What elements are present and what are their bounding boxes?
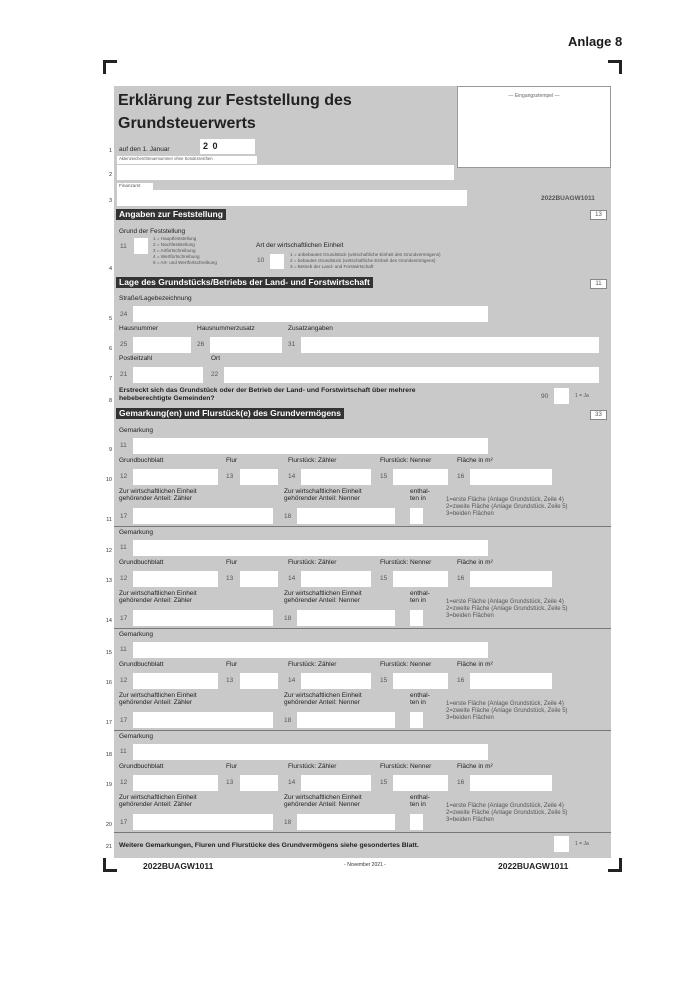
row-number: 14 xyxy=(105,618,112,624)
nenner-input[interactable] xyxy=(393,673,448,689)
anteil-nenner-label-2: gehörender Anteil: Nenner xyxy=(284,495,360,502)
gemarkung-code: 11 xyxy=(120,442,127,449)
anteil-zaehler-input[interactable] xyxy=(133,610,273,626)
nenner-label: Flurstück: Nenner xyxy=(380,457,432,464)
row-number: 5 xyxy=(108,316,112,322)
row-number: 20 xyxy=(105,822,112,828)
row-number: 18 xyxy=(105,752,112,758)
nenner-label: Flurstück: Nenner xyxy=(380,559,432,566)
enthalten-input[interactable] xyxy=(410,610,423,626)
anteil-nenner-input[interactable] xyxy=(297,712,395,728)
flaeche-input[interactable] xyxy=(470,469,552,485)
nenner-label: Flurstück: Nenner xyxy=(380,763,432,770)
flur-code: 13 xyxy=(226,779,234,786)
enthalten-option: 2=zweite Fläche (Anlage Grundstück, Zeile 5) xyxy=(446,504,568,510)
art-input[interactable] xyxy=(270,254,284,269)
strasse-label: Straße/Lagebezeichnung xyxy=(119,295,192,302)
strasse-code: 24 xyxy=(120,311,128,318)
grund-option: 5 = Art- und Wertfortschreibung xyxy=(153,260,217,265)
enthalten-label-1: enthal- xyxy=(410,590,430,597)
anteil-nenner-label-2: gehörender Anteil: Nenner xyxy=(284,597,360,604)
section-number: 13 xyxy=(590,210,607,220)
hausnummer-code: 25 xyxy=(120,341,128,348)
row-number: 3 xyxy=(108,198,112,204)
mehrere-hint: 1 = Ja xyxy=(575,393,589,399)
corner-mark-bottom-right xyxy=(608,858,622,872)
enthalten-option: 1=erste Fläche (Anlage Grundstück, Zeile 4) xyxy=(446,599,564,605)
grund-option: 3 = Artfortschreibung xyxy=(153,248,196,253)
nenner-code: 15 xyxy=(380,473,388,480)
art-code: 10 xyxy=(257,257,265,264)
gemarkung-code: 11 xyxy=(120,646,127,653)
anteil-nenner-input[interactable] xyxy=(297,610,395,626)
eingangsstempel-box xyxy=(457,86,611,168)
gemarkung-input[interactable] xyxy=(133,438,488,454)
nenner-input[interactable] xyxy=(393,571,448,587)
mehrere-gemeinden-input[interactable] xyxy=(554,388,569,404)
section-title-gemarkung: Gemarkung(en) und Flurstück(e) des Grundvermögens xyxy=(116,408,344,419)
anlage-label: Anlage 8 xyxy=(568,34,623,49)
flur-label: Flur xyxy=(226,661,238,668)
anteil-nenner-label-2: gehörender Anteil: Nenner xyxy=(284,699,360,706)
stichtag-year-input[interactable]: 2 0 xyxy=(200,139,255,154)
gemarkung-label: Gemarkung xyxy=(119,427,153,434)
gemarkung-label: Gemarkung xyxy=(119,733,153,740)
enthalten-option: 3=beiden Flächen xyxy=(446,715,494,721)
anteil-nenner-code: 18 xyxy=(284,819,292,826)
enthalten-option: 3=beiden Flächen xyxy=(446,511,494,517)
anteil-zaehler-code: 17 xyxy=(120,717,128,724)
row-number: 15 xyxy=(105,650,112,656)
anteil-zaehler-input[interactable] xyxy=(133,712,273,728)
mehrere-gemeinden-label-2: hebeberechtigte Gemeinden? xyxy=(119,395,215,402)
enthalten-option: 2=zweite Fläche (Anlage Grundstück, Zeile 5) xyxy=(446,606,568,612)
flaeche-input[interactable] xyxy=(470,571,552,587)
anteil-nenner-label-1: Zur wirtschaftlichen Einheit xyxy=(284,590,362,597)
flur-code: 13 xyxy=(226,473,234,480)
anteil-zaehler-label-2: gehörender Anteil: Zähler xyxy=(119,597,192,604)
row-number: 1 xyxy=(108,148,112,154)
grund-input[interactable] xyxy=(134,238,148,254)
row-number: 10 xyxy=(105,477,112,483)
enthalten-option: 2=zweite Fläche (Anlage Grundstück, Zeile 5) xyxy=(446,810,568,816)
footer-date: - November 2021 - xyxy=(344,862,386,868)
grund-option: 1 = Hauptfeststellung xyxy=(153,236,197,241)
row-number: 13 xyxy=(105,578,112,584)
section-number: 33 xyxy=(590,410,607,420)
flaeche-label: Fläche in m² xyxy=(457,559,493,566)
zaehler-label: Flurstück: Zähler xyxy=(288,559,337,566)
anteil-zaehler-label-2: gehörender Anteil: Zähler xyxy=(119,495,192,502)
gemarkung-input[interactable] xyxy=(133,744,488,760)
anteil-zaehler-code: 17 xyxy=(120,819,128,826)
flur-input[interactable] xyxy=(240,775,278,791)
flur-code: 13 xyxy=(226,575,234,582)
row-number: 2 xyxy=(108,172,112,178)
anteil-zaehler-label-2: gehörender Anteil: Zähler xyxy=(119,699,192,706)
row-number: 12 xyxy=(105,548,112,554)
flur-input[interactable] xyxy=(240,571,278,587)
hausnummer-input[interactable] xyxy=(133,337,191,353)
anteil-zaehler-label-2: gehörender Anteil: Zähler xyxy=(119,801,192,808)
nenner-code: 15 xyxy=(380,779,388,786)
finanzamt-hint-box xyxy=(117,183,153,190)
grund-option: 2 = Nachfeststellung xyxy=(153,242,195,247)
enthalten-label-1: enthal- xyxy=(410,794,430,801)
footer-code-left: 2022BUAGW1011 xyxy=(143,861,214,871)
anteil-zaehler-label-1: Zur wirtschaftlichen Einheit xyxy=(119,692,197,699)
flaeche-input[interactable] xyxy=(470,775,552,791)
row-number: 21 xyxy=(105,844,112,850)
gemarkung-label: Gemarkung xyxy=(119,631,153,638)
enthalten-label-1: enthal- xyxy=(410,488,430,495)
anteil-zaehler-code: 17 xyxy=(120,615,128,622)
grundbuchblatt-input[interactable] xyxy=(133,469,218,485)
anteil-nenner-label-1: Zur wirtschaftlichen Einheit xyxy=(284,794,362,801)
flur-label: Flur xyxy=(226,457,238,464)
grundbuchblatt-label: Grundbuchblatt xyxy=(119,661,164,668)
hausnummerzusatz-input[interactable] xyxy=(210,337,282,353)
nenner-input[interactable] xyxy=(393,469,448,485)
mehrere-gemeinden-label-1: Erstreckt sich das Grundstück oder der Betrieb der Land- und Forstwirtschaft über mehrere xyxy=(119,387,416,394)
gemarkung-code: 11 xyxy=(120,748,127,755)
enthalten-label-2: ten in xyxy=(410,495,426,502)
corner-mark-top-left xyxy=(103,60,117,74)
gemarkung-code: 11 xyxy=(120,544,127,551)
zaehler-code: 14 xyxy=(288,779,296,786)
row-number: 19 xyxy=(105,782,112,788)
grundbuchblatt-code: 12 xyxy=(120,575,128,582)
zusatzangaben-input[interactable] xyxy=(301,337,599,353)
form-code: 2022BUAGW1011 xyxy=(541,195,595,202)
stichtag-label: auf den 1. Januar xyxy=(119,146,170,153)
zaehler-code: 14 xyxy=(288,677,296,684)
section-number: 11 xyxy=(590,279,607,289)
ort-label: Ort xyxy=(211,355,221,362)
ort-code: 22 xyxy=(211,371,219,378)
enthalten-option: 2=zweite Fläche (Anlage Grundstück, Zeile 5) xyxy=(446,708,568,714)
zaehler-input[interactable] xyxy=(301,775,371,791)
enthalten-label-2: ten in xyxy=(410,699,426,706)
row-number: 16 xyxy=(105,680,112,686)
section-title-lage: Lage des Grundstücks/Betriebs der Land- und Forstwirtschaft xyxy=(116,277,373,288)
aktenzeichen-box xyxy=(117,156,257,164)
zaehler-code: 14 xyxy=(288,473,296,480)
gemarkung-input[interactable] xyxy=(133,642,488,658)
zaehler-input[interactable] xyxy=(301,469,371,485)
flur-label: Flur xyxy=(226,763,238,770)
flaeche-code: 16 xyxy=(457,473,465,480)
block-divider xyxy=(114,526,611,527)
flur-label: Flur xyxy=(226,559,238,566)
enthalten-label-1: enthal- xyxy=(410,692,430,699)
zusatzangaben-label: Zusatzangaben xyxy=(288,325,333,332)
anteil-zaehler-label-1: Zur wirtschaftlichen Einheit xyxy=(119,488,197,495)
aktenzeichen-hint: Aktenzeichen/Steuernummer ohne Sonderzeichen xyxy=(119,156,213,161)
nenner-code: 15 xyxy=(380,575,388,582)
enthalten-label-2: ten in xyxy=(410,597,426,604)
plz-input[interactable] xyxy=(133,367,203,383)
enthalten-input[interactable] xyxy=(410,814,423,830)
corner-mark-bottom-left xyxy=(103,858,117,872)
grundbuchblatt-label: Grundbuchblatt xyxy=(119,763,164,770)
flur-input[interactable] xyxy=(240,469,278,485)
corner-mark-top-right xyxy=(608,60,622,74)
anteil-nenner-code: 18 xyxy=(284,615,292,622)
enthalten-option: 1=erste Fläche (Anlage Grundstück, Zeile 4) xyxy=(446,497,564,503)
row-number: 17 xyxy=(105,720,112,726)
enthalten-option: 3=beiden Flächen xyxy=(446,613,494,619)
enthalten-option: 3=beiden Flächen xyxy=(446,817,494,823)
enthalten-input[interactable] xyxy=(410,508,423,524)
grund-label: Grund der Feststellung xyxy=(119,228,186,235)
weitere-hint: 1 = Ja xyxy=(575,841,589,847)
form-title-line2: Grundsteuerwerts xyxy=(118,115,256,132)
steuernummer-input[interactable] xyxy=(117,165,454,180)
mehrere-code: 90 xyxy=(541,393,549,400)
anteil-zaehler-code: 17 xyxy=(120,513,128,520)
gemarkung-input[interactable] xyxy=(133,540,488,556)
flaeche-code: 16 xyxy=(457,575,465,582)
row-number: 7 xyxy=(108,376,112,382)
block-divider xyxy=(114,628,611,629)
finanzamt-input[interactable] xyxy=(117,190,467,206)
section-title-feststellung: Angaben zur Feststellung xyxy=(116,209,226,220)
ort-input[interactable] xyxy=(224,367,599,383)
zaehler-input[interactable] xyxy=(301,673,371,689)
anteil-zaehler-input[interactable] xyxy=(133,814,273,830)
row-number: 8 xyxy=(108,398,112,404)
art-option: 1 = unbebautes Grundstück (wirtschaftliche Einheit des Grundvermögens) xyxy=(290,252,441,257)
grund-option: 4 = Wertfortschreibung xyxy=(153,254,200,259)
row-number: 6 xyxy=(108,346,112,352)
flaeche-label: Fläche in m² xyxy=(457,661,493,668)
flaeche-label: Fläche in m² xyxy=(457,457,493,464)
zaehler-label: Flurstück: Zähler xyxy=(288,763,337,770)
flaeche-label: Fläche in m² xyxy=(457,763,493,770)
anteil-nenner-input[interactable] xyxy=(297,508,395,524)
grund-code: 11 xyxy=(120,243,127,250)
row-number: 9 xyxy=(108,447,112,453)
enthalten-option: 1=erste Fläche (Anlage Grundstück, Zeile 4) xyxy=(446,701,564,707)
enthalten-input[interactable] xyxy=(410,712,423,728)
nenner-label: Flurstück: Nenner xyxy=(380,661,432,668)
anteil-nenner-input[interactable] xyxy=(297,814,395,830)
gemarkung-label: Gemarkung xyxy=(119,529,153,536)
zaehler-code: 14 xyxy=(288,575,296,582)
grundbuchblatt-input[interactable] xyxy=(133,673,218,689)
anteil-nenner-code: 18 xyxy=(284,717,292,724)
block-divider xyxy=(114,832,611,833)
finanzamt-hint: Finanzamt xyxy=(119,183,141,188)
grundbuchblatt-code: 12 xyxy=(120,677,128,684)
block-divider xyxy=(114,730,611,731)
nenner-code: 15 xyxy=(380,677,388,684)
zaehler-input[interactable] xyxy=(301,571,371,587)
flaeche-code: 16 xyxy=(457,779,465,786)
grundbuchblatt-input[interactable] xyxy=(133,775,218,791)
art-option: 3 = Betrieb der Land- und Forstwirtschaft xyxy=(290,264,374,269)
flur-input[interactable] xyxy=(240,673,278,689)
enthalten-label-2: ten in xyxy=(410,801,426,808)
grundbuchblatt-code: 12 xyxy=(120,779,128,786)
art-label: Art der wirtschaftlichen Einheit xyxy=(256,242,344,249)
grundbuchblatt-code: 12 xyxy=(120,473,128,480)
weitere-gemarkungen-input[interactable] xyxy=(554,836,569,852)
anteil-nenner-label-1: Zur wirtschaftlichen Einheit xyxy=(284,692,362,699)
hausnummer-label: Hausnummer xyxy=(119,325,159,332)
grundbuchblatt-input[interactable] xyxy=(133,571,218,587)
nenner-input[interactable] xyxy=(393,775,448,791)
stamp-label: — Eingangsstempel — xyxy=(508,93,560,99)
art-option: 2 = bebautes Grundstück (wirtschaftliche Einheit des Grundvermögens) xyxy=(290,258,436,263)
anteil-nenner-label-2: gehörender Anteil: Nenner xyxy=(284,801,360,808)
plz-code: 21 xyxy=(120,371,128,378)
flaeche-code: 16 xyxy=(457,677,465,684)
grundbuchblatt-label: Grundbuchblatt xyxy=(119,457,164,464)
zusatzangaben-code: 31 xyxy=(288,341,296,348)
plz-label: Postleitzahl xyxy=(119,355,153,362)
strasse-input[interactable] xyxy=(133,306,488,322)
grundbuchblatt-label: Grundbuchblatt xyxy=(119,559,164,566)
flaeche-input[interactable] xyxy=(470,673,552,689)
anteil-zaehler-label-1: Zur wirtschaftlichen Einheit xyxy=(119,590,197,597)
zaehler-label: Flurstück: Zähler xyxy=(288,457,337,464)
enthalten-option: 1=erste Fläche (Anlage Grundstück, Zeile 4) xyxy=(446,803,564,809)
footer-code-right: 2022BUAGW1011 xyxy=(498,861,569,871)
flur-code: 13 xyxy=(226,677,234,684)
anteil-nenner-label-1: Zur wirtschaftlichen Einheit xyxy=(284,488,362,495)
form-title-line1: Erklärung zur Feststellung des xyxy=(118,92,352,109)
hausnummerzusatz-label: Hausnummerzusatz xyxy=(197,325,255,332)
row-number: 11 xyxy=(106,517,112,523)
zaehler-label: Flurstück: Zähler xyxy=(288,661,337,668)
anteil-nenner-code: 18 xyxy=(284,513,292,520)
zusatz-code: 26 xyxy=(197,341,205,348)
anteil-zaehler-input[interactable] xyxy=(133,508,273,524)
row-number: 4 xyxy=(108,266,112,272)
weitere-gemarkungen-label: Weitere Gemarkungen, Fluren und Flurstücke des Grundvermögens siehe gesondertes Blatt. xyxy=(119,842,419,849)
anteil-zaehler-label-1: Zur wirtschaftlichen Einheit xyxy=(119,794,197,801)
